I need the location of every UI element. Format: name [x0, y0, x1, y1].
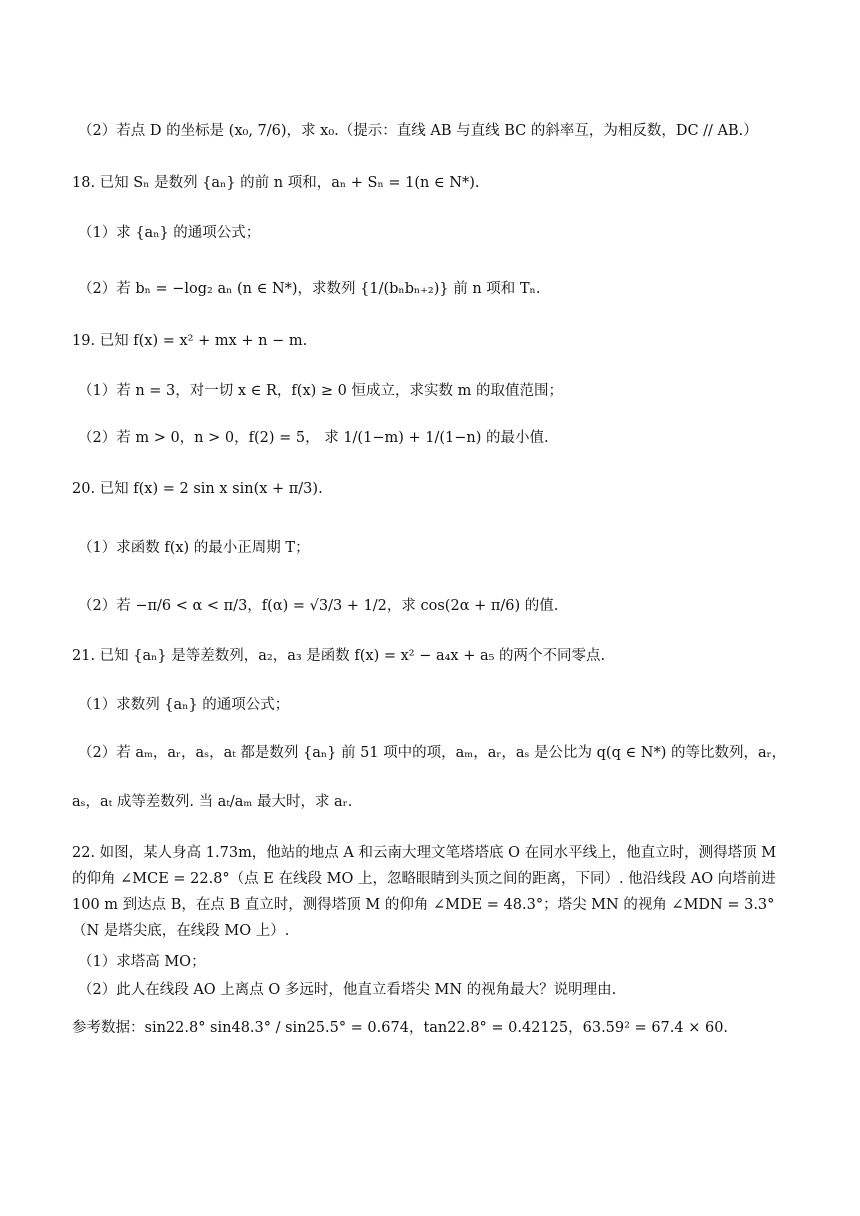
q19-part2: （2）若 m > 0，n > 0，f(2) = 5， 求 1/(1−m) + 1/(1−n) 的最小值. — [78, 430, 549, 446]
q18-part1: （1）求 {aₙ} 的通项公式； — [78, 225, 261, 241]
q17-part2: （2）若点 D 的坐标是 (x₀, 7/6)，求 x₀.（提示：直线 AB 与直线 BC 的斜率互，为相反数，DC // AB.） — [78, 123, 758, 139]
q18-part2: （2）若 bₙ = −log₂ aₙ (n ∈ N*)，求数列 {1/(bₙbₙ₊₂)} 前 n 项和 Tₙ. — [78, 281, 541, 297]
q20-stem: 20. 已知 f(x) = 2 sin x sin(x + π/3). — [72, 481, 323, 497]
q22-stem: 22. 如图，某人身高 1.73m，他站的地点 A 和云南大理文笔塔塔底 O 在同水平线上，他直立时，测得塔顶 M 的仰角 ∠MCE = 22.8°（点 E 在线段 MO 上，忽略眼睛到头顶之间的距离，下同）. 他沿线段 AO 向塔前进 100 m 到达点 B，在点 B 直立时，测得塔顶 M 的仰角 ∠MDE = 48.3°；塔尖 MN 的视角 ∠MDN = 3.3°（N 是塔尖底，在线段 MO 上）. — [72, 845, 777, 939]
q18-stem: 18. 已知 Sₙ 是数列 {aₙ} 的前 n 项和，aₙ + Sₙ = 1(n ∈ N*). — [72, 175, 480, 191]
q20-part2: （2）若 −π/6 < α < π/3，f(α) = √3/3 + 1/2，求 cos(2α + π/6) 的值. — [78, 598, 559, 614]
q22-part2: （2）此人在线段 AO 上离点 O 多远时，他直立看塔尖 MN 的视角最大？说明理由. — [78, 982, 617, 998]
q21-stem: 21. 已知 {aₙ} 是等差数列，a₂，a₃ 是函数 f(x) = x² − a₄x + a₅ 的两个不同零点. — [72, 648, 606, 664]
reference-data: 参考数据：sin22.8° sin48.3° / sin25.5° = 0.674，tan22.8° = 0.42125，63.59² = 67.4 × 60. — [72, 1020, 729, 1036]
q19-part1: （1）若 n = 3，对一切 x ∈ R，f(x) ≥ 0 恒成立，求实数 m 的取值范围； — [78, 383, 563, 399]
q22-part1: （1）求塔高 MO； — [78, 954, 206, 970]
q21-part1: （1）求数列 {aₙ} 的通项公式； — [78, 697, 290, 713]
q21-part2-line2: aₛ，aₜ 成等差数列. 当 aₜ/aₘ 最大时，求 aᵣ. — [72, 794, 353, 810]
q20-part1: （1）求函数 f(x) 的最小正周期 T； — [78, 540, 310, 556]
q21-part2-line1: （2）若 aₘ，aᵣ，aₛ，aₜ 都是数列 {aₙ} 前 51 项中的项，aₘ，aᵣ，aₛ 是公比为 q(q ∈ N*) 的等比数列，aᵣ， — [78, 745, 787, 761]
q19-stem: 19. 已知 f(x) = x² + mx + n − m. — [72, 333, 308, 349]
